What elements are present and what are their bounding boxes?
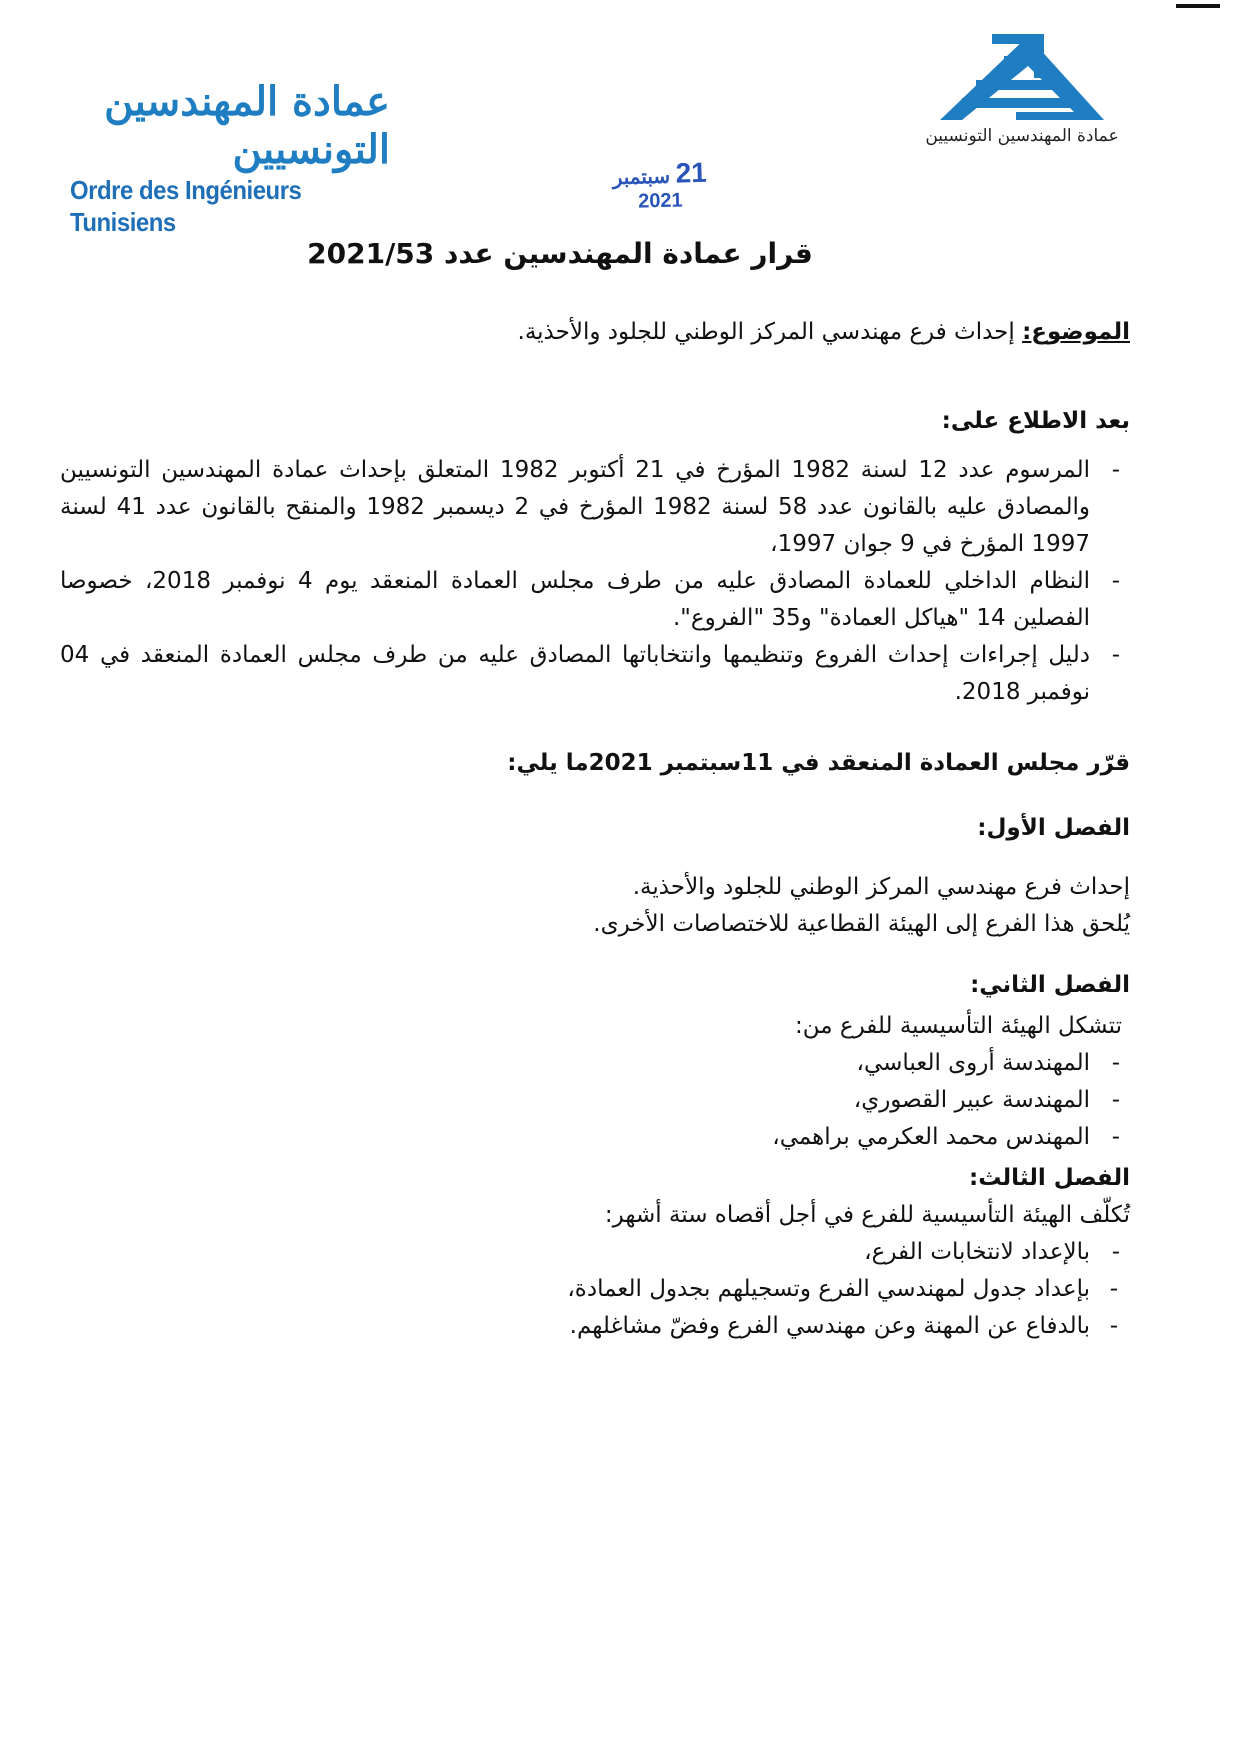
reference-item: - دليل إجراءات إحداث الفروع وتنظيمها وانتخاباتها المصادق عليه من طرف مجلس العمادة المنعقد في 04 نوفمبر 2018. bbox=[60, 637, 1130, 711]
reference-item: - النظام الداخلي للعمادة المصادق عليه من طرف مجلس العمادة المنعقد يوم 4 نوفمبر 2018، خصوصا الفصلين 14 "هياكل العمادة" و35 "الفروع". bbox=[60, 563, 1130, 637]
oit-text-logo bbox=[70, 78, 400, 238]
chapter1-line: يُلحق هذا الفرع إلى الهيئة القطاعية للاختصاصات الأخرى. bbox=[593, 911, 1130, 937]
scan-mark bbox=[1176, 4, 1220, 8]
chapter3-intro: تُكلّف الهيئة التأسيسية للفرع في أجل أقصاه ستة أشهر: bbox=[604, 1202, 1130, 1228]
member-item: - المهندسة عبير القصوري، bbox=[60, 1082, 1130, 1119]
date-stamp-month-year: سبتمبر 2021 bbox=[612, 165, 683, 213]
triangle-emblem-icon bbox=[932, 28, 1112, 124]
oit-emblem-logo bbox=[922, 28, 1122, 146]
chapter2-title: الفصل الثاني: bbox=[970, 972, 1130, 998]
member-item: - المهندس محمد العكرمي براهمي، bbox=[60, 1119, 1130, 1156]
after-review-heading: بعد الاطلاع على: bbox=[941, 408, 1130, 434]
subject-line bbox=[60, 314, 1130, 351]
reference-item: - المرسوم عدد 12 لسنة 1982 المؤرخ في 21 أكتوبر 1982 المتعلق بإحداث عمادة المهندسين التونسيين والمصادق عليه بالقانون عدد 58 لسنة 1982 المؤرخ في 2 ديسمبر 1982 والمنقح بالقانون عدد 41 لسنة 1997 المؤرخ في 9 جوان 1997، bbox=[60, 452, 1130, 563]
member-item: - المهندسة أروى العباسي، bbox=[60, 1045, 1130, 1082]
chapter2-intro: تتشكل الهيئة التأسيسية للفرع من: bbox=[794, 1013, 1122, 1039]
task-item: - بالدفاع عن المهنة وعن مهندسي الفرع وفضّ مشاغلهم. bbox=[60, 1308, 1130, 1345]
document-title: قرار عمادة المهندسين عدد 2021/53 bbox=[307, 237, 813, 270]
decision-heading: قرّر مجلس العمادة المنعقد في 11سبتمبر 2021ما يلي: bbox=[507, 750, 1130, 776]
founding-members-list bbox=[60, 1045, 1130, 1156]
document-body bbox=[60, 235, 1130, 1345]
date-stamp bbox=[589, 156, 730, 215]
logo-french-name: Ordre des Ingénieurs Tunisiens bbox=[70, 175, 302, 237]
chapter1-title: الفصل الأول: bbox=[977, 815, 1130, 841]
references-list bbox=[60, 452, 1130, 711]
tasks-list bbox=[60, 1234, 1130, 1345]
task-item: - بإعداد جدول لمهندسي الفرع وتسجيلهم بجدول العمادة، bbox=[60, 1271, 1130, 1308]
logo-arabic-name: عمادة المهندسين التونسيين bbox=[104, 78, 390, 173]
chapter3-title: الفصل الثالث: bbox=[969, 1165, 1130, 1191]
task-item: - بالإعداد لانتخابات الفرع، bbox=[60, 1234, 1130, 1271]
subject-text: إحداث فرع مهندسي المركز الوطني للجلود والأحذية. bbox=[517, 319, 1023, 345]
chapter1-line: إحداث فرع مهندسي المركز الوطني للجلود والأحذية. bbox=[632, 874, 1130, 900]
subject-label: الموضوع: bbox=[1022, 319, 1130, 345]
emblem-caption: عمادة المهندسين التونسيين bbox=[925, 126, 1119, 146]
date-stamp-day: 21 bbox=[675, 156, 708, 189]
